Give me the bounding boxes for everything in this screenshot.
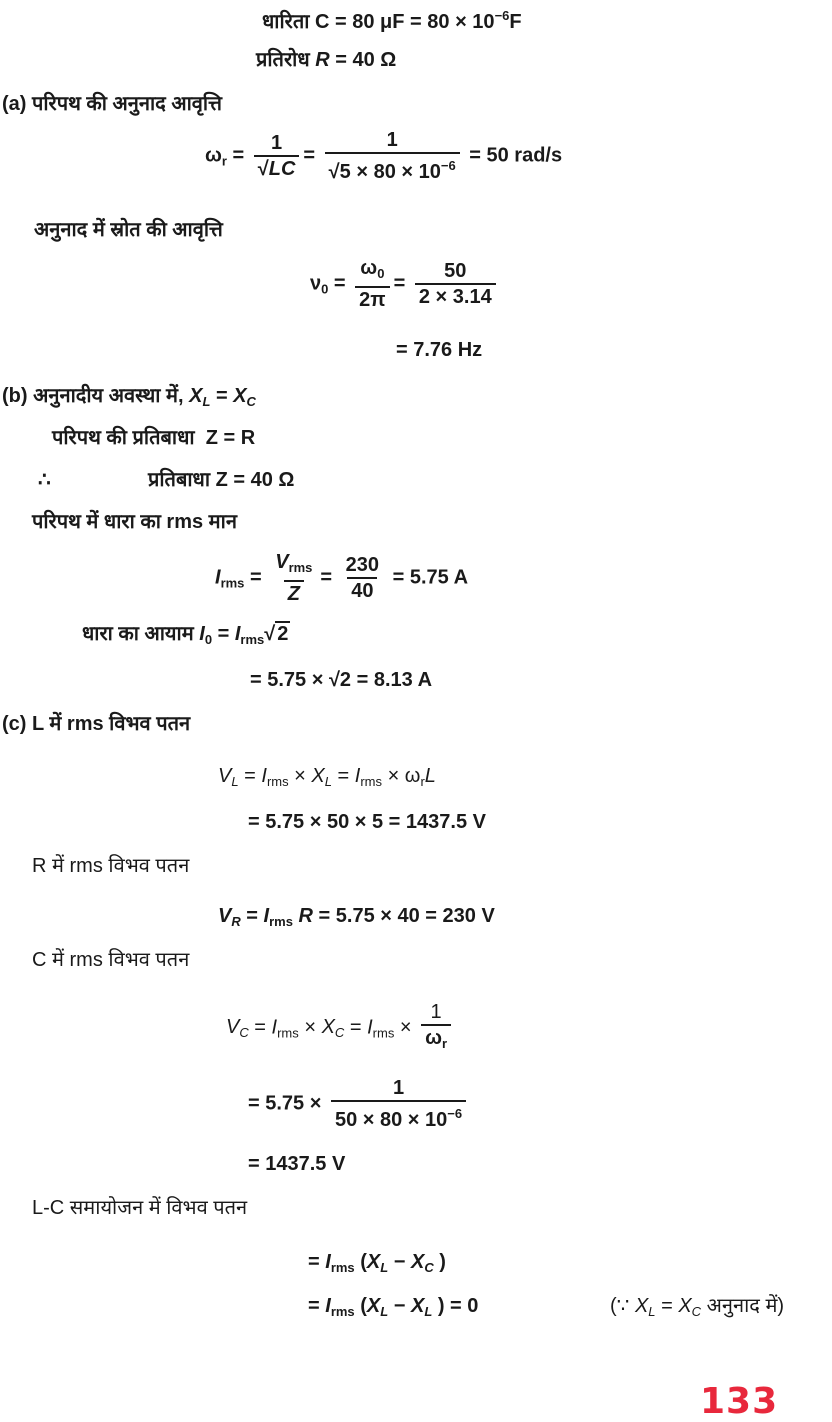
vc-step2: = 5.75 × $\frac{1}{50 \times 80 \times 10^{-6}}$ [248,1076,470,1132]
impedance-value-line: प्रतिबाधा Z = 40 Ω [148,469,295,491]
page-number: 133 [700,1381,779,1422]
therefore-symbol: ∴ [38,469,51,491]
resistance-label: प्रतिरोध [256,49,310,71]
vr-equation: $V_R = I_{rms}$ R = 5.75 × 40 = 230 V [218,905,495,929]
capacitance-label: धारिता [262,11,310,33]
r-drop-label: R में rms विभव पतन [32,855,190,877]
omega-equation: $\omega_r$ = $\frac{1}{√LC}$ = $\frac{1}{√5 \times 80 \times 10^{-6}}$ = 50 rad/s [205,129,563,183]
c-drop-label: C में rms विभव पतन [32,949,190,971]
lc-step2: = $I_{rms}$ ($X_L - X_L$ ) = 0 [308,1295,479,1319]
part-a-heading: (a) परिपथ की अनुनाद आवृत्ति [2,93,222,115]
capacitance-expr: C = 80 μF = 80 × 10 [314,11,495,33]
part-b-heading: (b) अनुनादीय अवस्था में, $X_L = X_C$ [2,385,256,409]
vl-result: = 5.75 × 50 × 5 = 1437.5 V [248,811,486,833]
lc-note: (∵ $X_L = X_C$ अनुनाद में) [610,1295,785,1319]
amplitude-result: = 5.75 × √2 = 8.13 A [250,669,433,691]
source-freq-label: अनुनाद में स्रोत की आवृत्ति [34,219,223,241]
capacitance-line [262,4,522,34]
nu-result: = 7.76 Hz [396,339,483,361]
omega-symbol: ω [205,144,222,167]
impedance-line: परिपथ की प्रतिबाधा Z = R [52,427,256,449]
vc-result: = 1437.5 V [248,1153,346,1175]
capacitance-unit: F [509,11,522,33]
resistance-expr: = 40 Ω [335,49,397,71]
part-c-heading: (c) L में rms विभव पतन [2,713,191,735]
amplitude-line: धारा का आयाम $I_0 = I_{rms}√$ 2 [82,623,289,647]
fraction-2: $\frac{1}{√5 \times 80 \times 10^{-6}}$ [325,128,460,184]
vl-equation: $V_L = I_{rms} \times X_L = I_{rms} \times \omega_rL$ [218,765,436,789]
nu-equation: $\nu_0$ = $\frac{\omega_0}{2\pi}$ = $\frac{50}{2 \times 3.14}$ [310,256,500,312]
fraction-1: $\frac{1}{√LC}$ [254,131,300,181]
lc-step1: = $I_{rms}$ ($X_L - X_C$ ) [308,1251,446,1275]
capacitance-exp: −6 [494,8,510,23]
rms-current-label: परिपथ में धारा का rms मान [32,511,237,533]
irms-equation: $I_{rms}$ = $\frac{V_{rms}}{Z}$ = $\frac{230}{40}$ = 5.75 A [215,551,469,605]
vc-equation: $V_C = I_{rms} \times X_C = I_{rms}$ × $\frac{1}{\omega_r}$ [226,1000,455,1056]
resistance-line: प्रतिरोध R = 40 Ω [256,49,397,71]
omega-result: = 50 rad/s [469,144,563,167]
lc-drop-label: L-C समायोजन में विभव पतन [32,1197,248,1219]
